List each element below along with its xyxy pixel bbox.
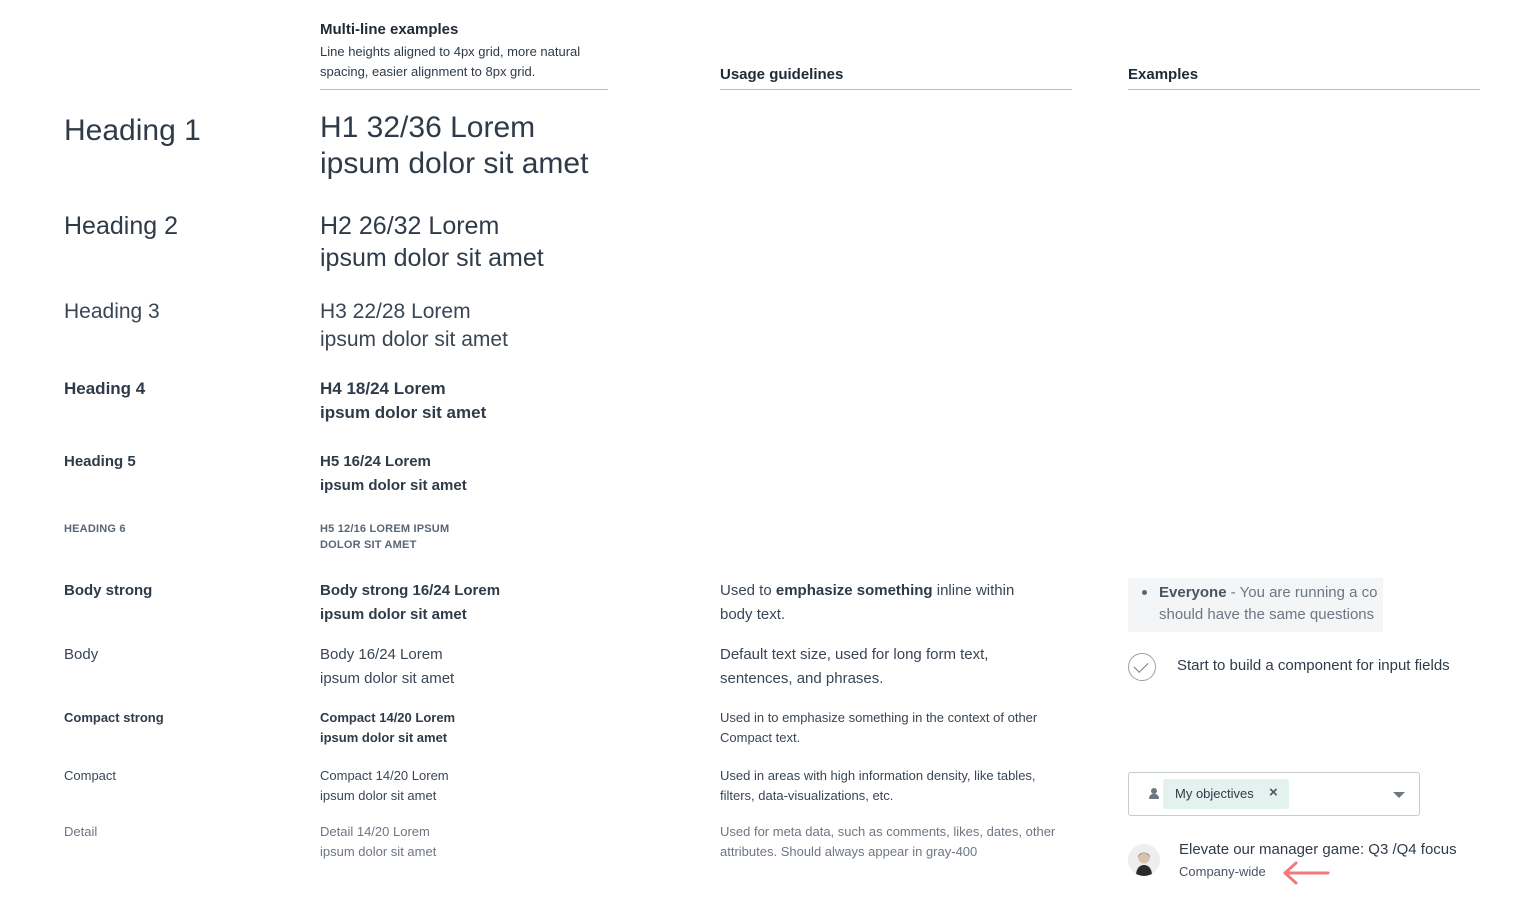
guide-body-strong-emphasis: emphasize something — [775, 582, 933, 599]
example-detail-line-2: ipsum dolor sit amet — [320, 844, 437, 859]
example-bullet-snippet — [1128, 578, 1383, 632]
guide-compact-strong: Used in to emphasize something in the context of other Compact text. — [720, 710, 1038, 745]
example-body-strong-line-2: ipsum dolor sit amet — [320, 606, 467, 623]
example-heading-6-line-2: DOLOR SIT AMET — [320, 539, 417, 551]
example-heading-4-line-2: ipsum dolor sit amet — [320, 403, 487, 422]
header-multiline-title: Multi-line examples — [320, 21, 459, 38]
objectives-chip — [1163, 779, 1289, 809]
close-icon[interactable]: × — [1269, 784, 1278, 801]
person-icon — [1149, 788, 1159, 800]
chip-label: My objectives — [1175, 786, 1254, 801]
arrow-left-icon — [1282, 860, 1330, 886]
example-body-line-1: Body 16/24 Lorem — [320, 646, 443, 663]
header-usage-guidelines: Usage guidelines — [720, 66, 844, 83]
style-name-compact: Compact — [64, 768, 117, 783]
caret-down-icon[interactable] — [1393, 792, 1405, 798]
objective-title[interactable]: Elevate our manager game: Q3 /Q4 focus — [1179, 841, 1457, 858]
guide-body: Default text size, used for long form text, sentences, and phrases. — [720, 646, 989, 687]
example-heading-1-line-1: H1 32/36 Lorem — [320, 111, 536, 144]
guide-body-strong-line-2: body text. — [720, 606, 786, 623]
example-heading-3-line-1: H3 22/28 Lorem — [320, 300, 471, 323]
example-detail-line-1: Detail 14/20 Lorem — [320, 824, 430, 839]
example-heading-3-line-2: ipsum dolor sit amet — [320, 328, 508, 351]
style-name-heading-2: Heading 2 — [64, 212, 178, 240]
style-name-compact-strong: Compact strong — [64, 710, 164, 725]
style-name-heading-3: Heading 3 — [64, 300, 160, 323]
example-heading-5-line-2: ipsum dolor sit amet — [320, 477, 467, 494]
check-circle-icon[interactable] — [1128, 653, 1156, 681]
guide-compact: Used in areas with high information density, like tables, filters, data-visualizations, etc. — [720, 768, 1036, 803]
bullet-dot-icon — [1142, 590, 1147, 595]
bullet-line-1 — [1159, 582, 1378, 604]
style-name-heading-1: Heading 1 — [64, 114, 201, 147]
style-name-detail: Detail — [64, 824, 98, 839]
guide-body-strong-post: inline within — [932, 582, 1015, 599]
example-heading-2-line-1: H2 26/32 Lorem — [320, 212, 500, 240]
example-body-line-2: ipsum dolor sit amet — [320, 670, 455, 687]
style-name-body-strong: Body strong — [64, 582, 153, 599]
style-name-heading-5: Heading 5 — [64, 453, 136, 470]
avatar — [1128, 844, 1160, 876]
style-name-heading-4: Heading 4 — [64, 379, 146, 398]
header-rule-usage — [720, 89, 1072, 90]
header-rule-examples — [1128, 89, 1480, 90]
style-name-body: Body — [64, 646, 99, 663]
bullet-line-2: should have the same questions — [1159, 606, 1375, 623]
guide-detail: Used for meta data, such as comments, likes, dates, other attributes. Should always appear in gray-400 — [720, 824, 1056, 859]
guide-body-strong-line-1 — [720, 579, 1014, 603]
bullet-strong: Everyone — [1159, 584, 1227, 601]
example-compact-strong-line-2: ipsum dolor sit amet — [320, 730, 448, 745]
objectives-filter-select[interactable] — [1128, 772, 1420, 816]
example-heading-1-line-2: ipsum dolor sit amet — [320, 147, 589, 180]
style-name-heading-6: HEADING 6 — [64, 523, 126, 535]
header-rule-multiline — [320, 89, 608, 90]
example-heading-2-line-2: ipsum dolor sit amet — [320, 244, 544, 272]
example-compact-line-2: ipsum dolor sit amet — [320, 788, 437, 803]
header-examples: Examples — [1128, 66, 1199, 83]
example-compact-line-1: Compact 14/20 Lorem — [320, 768, 449, 783]
example-body-strong-line-1: Body strong 16/24 Lorem — [320, 582, 501, 599]
example-heading-6-line-1: H5 12/16 LOREM IPSUM — [320, 523, 450, 535]
example-heading-5-line-1: H5 16/24 Lorem — [320, 453, 431, 470]
guide-body-strong-pre: Used to — [720, 582, 776, 599]
example-compact-strong-line-1: Compact 14/20 Lorem — [320, 710, 456, 725]
header-multiline-sub-1: Line heights aligned to 4px grid, more natural — [320, 44, 581, 59]
check-item-label: Start to build a component for input fields — [1177, 657, 1450, 674]
example-heading-4-line-1: H4 18/24 Lorem — [320, 379, 446, 398]
header-multiline-sub-2: spacing, easier alignment to 8px grid. — [320, 64, 536, 79]
bullet-rest: - You are running a co — [1226, 584, 1378, 601]
objective-meta: Company-wide — [1179, 864, 1266, 879]
